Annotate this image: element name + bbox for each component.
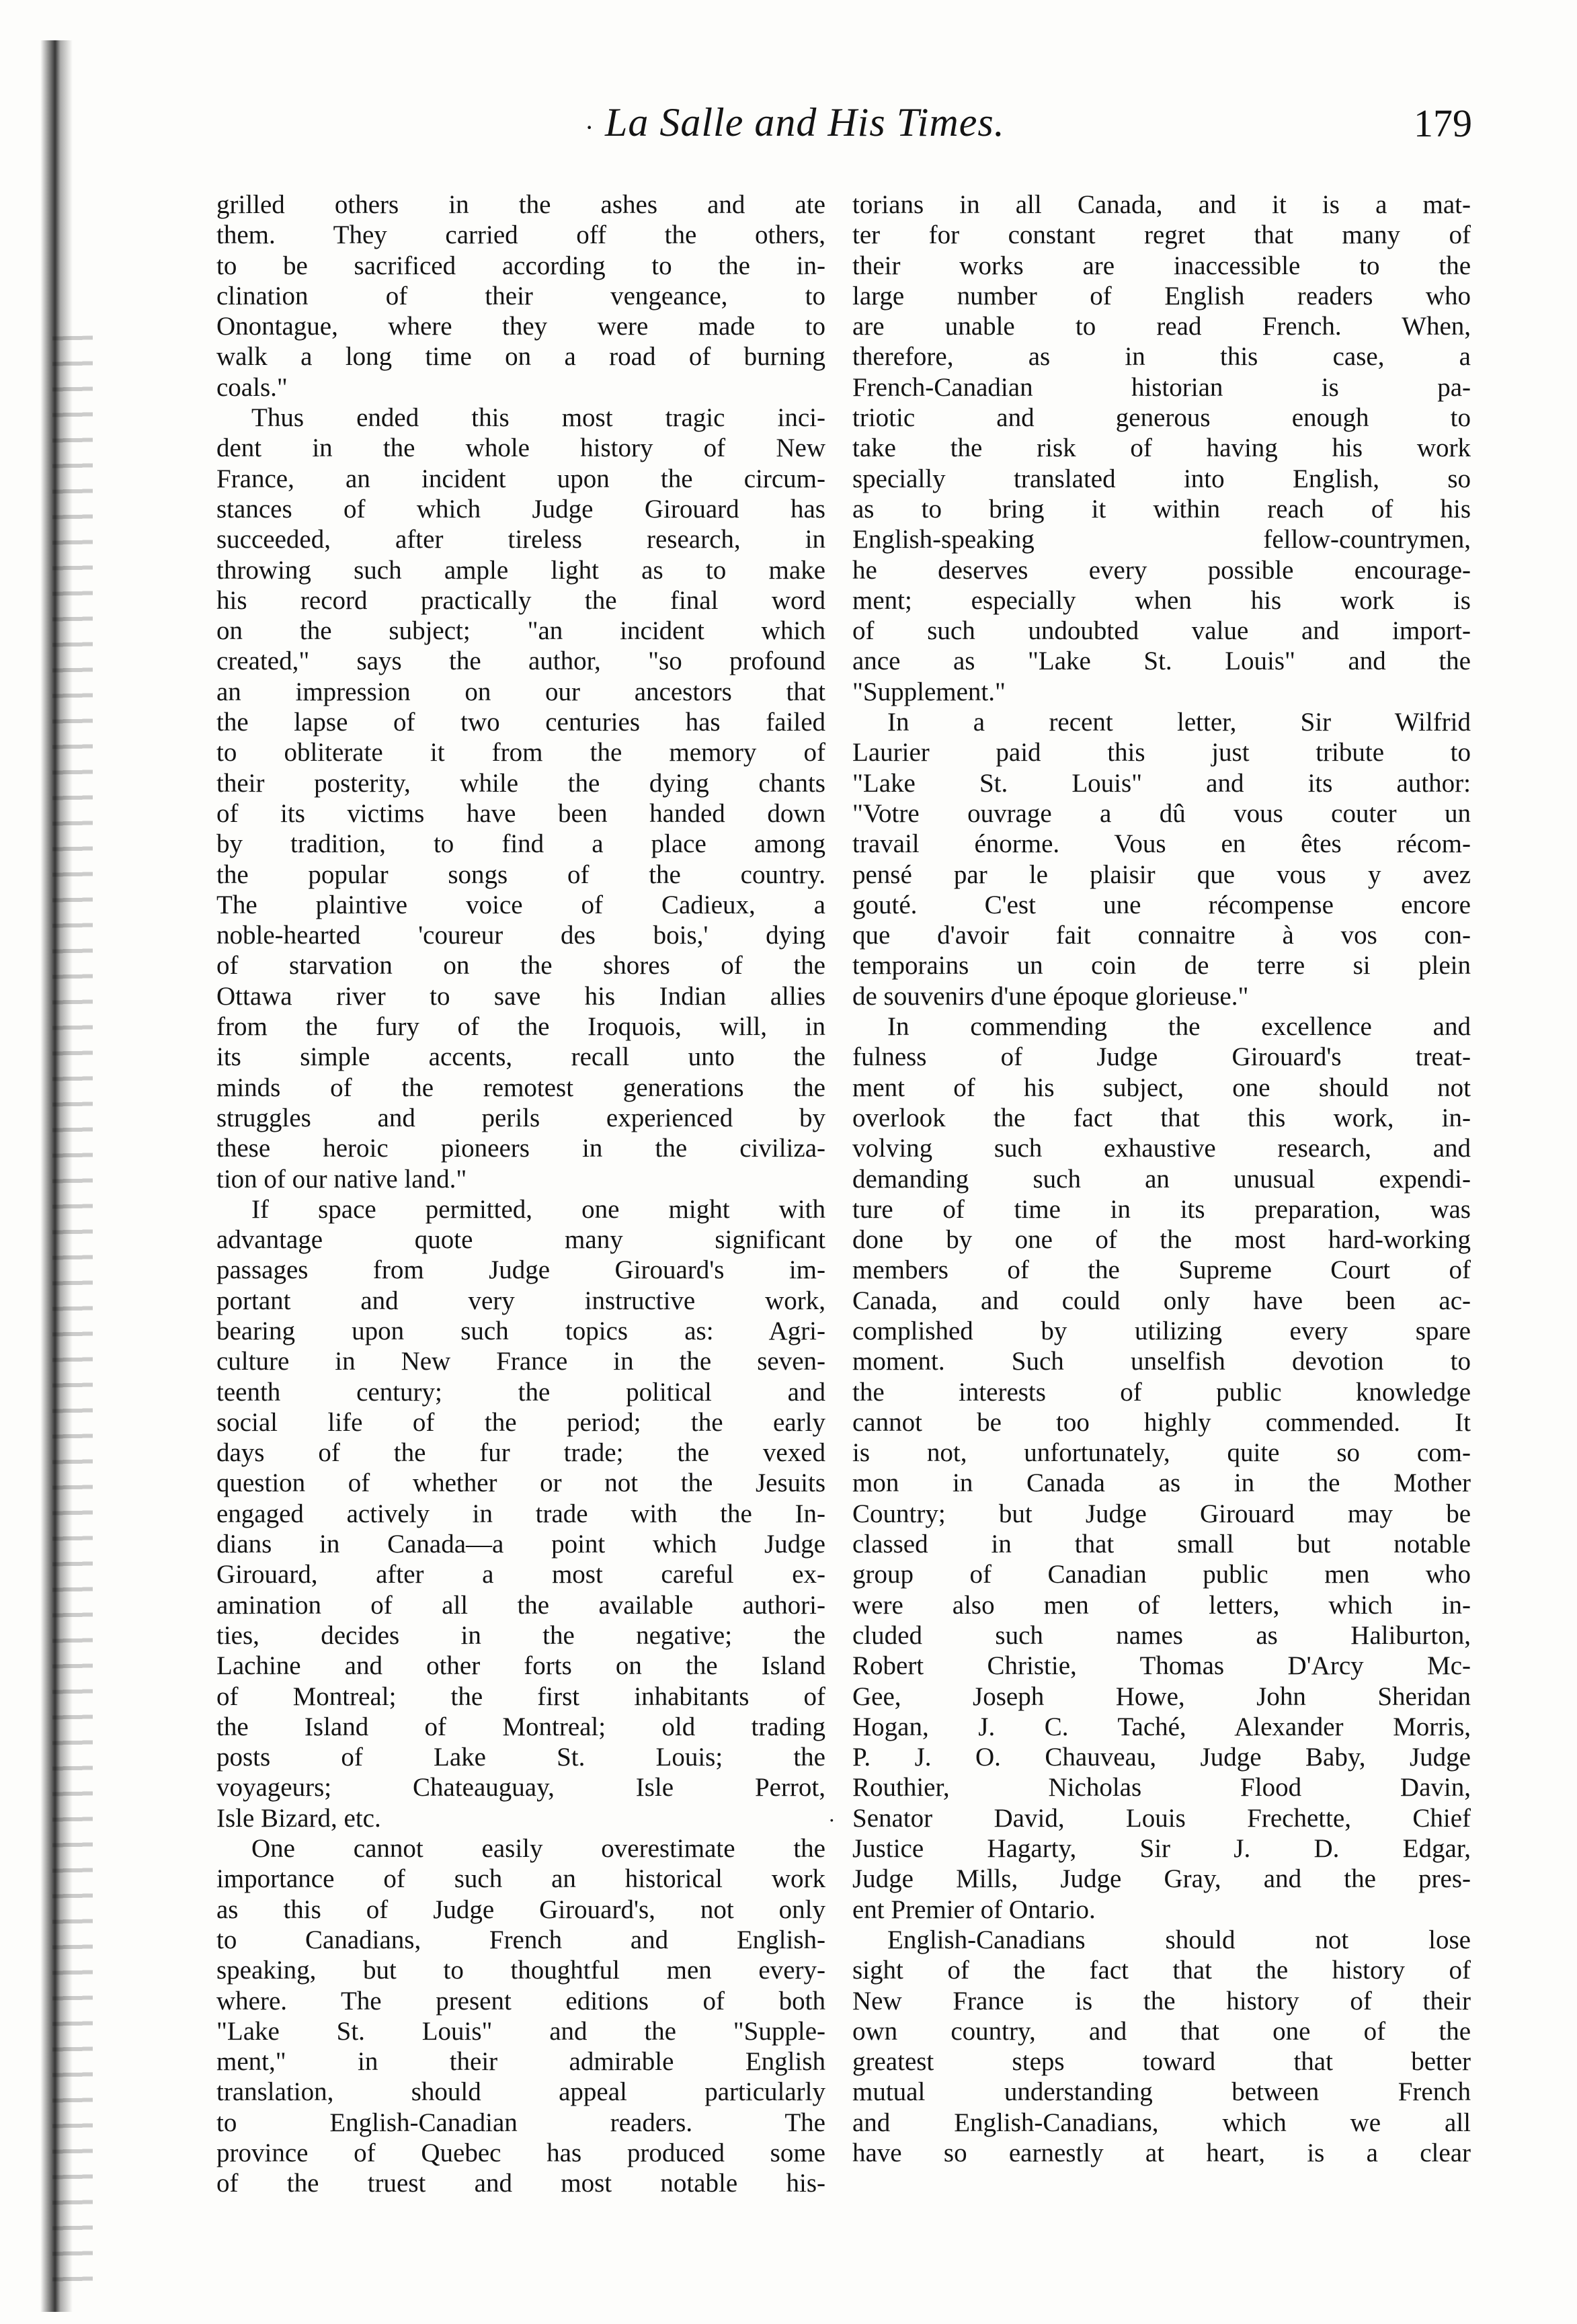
text-line: "Lake St. Louis" and the "Supple- — [216, 2016, 825, 2046]
text-line: cannot be too highly commended. It — [852, 1407, 1471, 1437]
text-line: ent Premier of Ontario. — [852, 1895, 1096, 1924]
text-line: Lachine and other forts on the Island — [216, 1651, 825, 1681]
text-line: pensé par le plaisir que vous y avez — [852, 860, 1471, 889]
header-leading-mark: · — [585, 112, 594, 142]
text-line: portant and very instructive work, — [216, 1286, 825, 1315]
text-line: engaged actively in trade with the In- — [216, 1499, 825, 1528]
text-line: English-Canadians should not lose — [887, 1925, 1471, 1954]
text-line: ment of his subject, one should not — [852, 1073, 1471, 1102]
text-line: translation, should appeal particularly — [216, 2077, 825, 2107]
text-line: are unable to read French. When, — [852, 312, 1471, 341]
text-line: complished by utilizing every spare — [852, 1316, 1471, 1345]
text-line: Hogan, J. C. Taché, Alexander Morris, — [852, 1712, 1471, 1741]
text-line: as this of Judge Girouard's, not only — [216, 1895, 825, 1924]
text-line: grilled others in the ashes and ate — [216, 190, 825, 219]
text-line: ment," in their admirable English — [216, 2047, 825, 2077]
text-line: specially translated into English, so — [852, 464, 1471, 493]
text-line: done by one of the most hard-working — [852, 1225, 1471, 1255]
text-line: culture in New France in the seven- — [216, 1347, 825, 1376]
text-line: clination of their vengeance, to — [216, 281, 825, 310]
text-line: passages from Judge Girouard's im- — [216, 1255, 825, 1285]
text-line: members of the Supreme Court of — [852, 1255, 1471, 1285]
text-line: voyageurs; Chateauguay, Isle Perrot, — [216, 1773, 825, 1802]
text-line: demanding such an unusual expendi- — [852, 1164, 1471, 1194]
text-line: Girouard, after a most careful ex- — [216, 1560, 825, 1589]
text-line: moment. Such unselfish devotion to — [852, 1347, 1471, 1376]
text-line: its simple accents, recall unto the — [216, 1042, 825, 1072]
text-line: of such undoubted value and import- — [852, 616, 1471, 646]
text-line: Country; but Judge Girouard may be — [852, 1499, 1471, 1528]
text-line: torians in all Canada, and it is a mat- — [852, 190, 1471, 219]
text-line: created," says the author, "so profound — [216, 647, 825, 676]
text-line: Canada, and could only have been ac- — [852, 1286, 1471, 1315]
text-line: he deserves every possible encourage- — [852, 555, 1471, 585]
text-line: Gee, Joseph Howe, John Sheridan — [852, 1682, 1471, 1711]
text-line: "Lake St. Louis" and its author: — [852, 768, 1471, 798]
text-line: of the truest and most notable his- — [216, 2169, 825, 2198]
text-line: take the risk of having his work — [852, 433, 1471, 463]
text-line: ment; especially when his work is — [852, 585, 1471, 615]
text-line: In a recent letter, Sir Wilfrid — [887, 708, 1471, 737]
text-line: Robert Christie, Thomas D'Arcy Mc- — [852, 1651, 1471, 1681]
text-line: their works are inaccessible to the — [852, 251, 1471, 280]
text-line: on the subject; "an incident which — [216, 616, 825, 646]
text-line: the popular songs of the country. — [216, 860, 825, 889]
text-line: to obliterate it from the memory of — [216, 738, 825, 767]
text-line: were also men of letters, which in- — [852, 1590, 1471, 1620]
text-line: from the fury of the Iroquois, will, in — [216, 1012, 825, 1042]
text-line: fulness of Judge Girouard's treat- — [852, 1042, 1471, 1072]
text-line: cluded such names as Haliburton, — [852, 1620, 1471, 1650]
text-line: Senator David, Louis Frechette, Chief — [852, 1803, 1471, 1833]
text-line: greatest steps toward that better — [852, 2047, 1471, 2077]
text-line: struggles and perils experienced by — [216, 1103, 825, 1132]
text-line: sight of the fact that the history of — [852, 1956, 1471, 1985]
text-line: the lapse of two centuries has failed — [216, 708, 825, 737]
text-line: where. The present editions of both — [216, 1986, 825, 2016]
text-line: days of the fur trade; the vexed — [216, 1438, 825, 1468]
text-line: coals." — [216, 372, 288, 402]
text-line: group of Canadian public men who — [852, 1560, 1471, 1589]
text-line: teenth century; the political and — [216, 1377, 825, 1407]
text-line: mutual understanding between French — [852, 2077, 1471, 2107]
text-line: volving such exhaustive research, and — [852, 1134, 1471, 1163]
text-line: advantage quote many significant — [216, 1225, 825, 1255]
left-text-column — [216, 190, 825, 2199]
text-line: importance of such an historical work — [216, 1864, 825, 1894]
text-line: as to bring it within reach of his — [852, 494, 1471, 524]
text-line: ter for constant regret that many of — [852, 220, 1471, 250]
page-number: 179 — [1414, 101, 1472, 145]
text-line: France, an incident upon the circum- — [216, 464, 825, 493]
text-line: to Canadians, French and English- — [216, 1925, 825, 1954]
margin-mark: · — [828, 1808, 836, 1832]
text-line: gouté. C'est une récompense encore — [852, 890, 1471, 919]
text-line: English-speaking fellow-countrymen, — [852, 525, 1471, 554]
text-line: social life of the period; the early — [216, 1407, 825, 1437]
text-line: amination of all the available authori- — [216, 1590, 825, 1620]
text-line: dent in the whole history of New — [216, 433, 825, 463]
text-line: Judge Mills, Judge Gray, and the pres- — [852, 1864, 1471, 1894]
binding-gutter-speckle — [52, 335, 93, 2285]
text-line: the Island of Montreal; old trading — [216, 1712, 825, 1741]
text-line: One cannot easily overestimate the — [251, 1834, 825, 1864]
text-line: posts of Lake St. Louis; the — [216, 1743, 825, 1772]
text-line: Isle Bizard, etc. — [216, 1803, 381, 1833]
text-line: his record practically the final word — [216, 585, 825, 615]
text-line: the interests of public knowledge — [852, 1377, 1471, 1407]
text-line: these heroic pioneers in the civiliza- — [216, 1134, 825, 1163]
text-line: minds of the remotest generations the — [216, 1073, 825, 1102]
text-line: ture of time in its preparation, was — [852, 1194, 1471, 1224]
text-line: Routhier, Nicholas Flood Davin, — [852, 1773, 1471, 1802]
text-line: Thus ended this most tragic inci- — [251, 403, 825, 433]
text-line: The plaintive voice of Cadieux, a — [216, 890, 825, 919]
text-line: que d'avoir fait connaitre à vos con- — [852, 921, 1471, 950]
text-line: therefore, as in this case, a — [852, 342, 1471, 372]
text-line: walk a long time on a road of burning — [216, 342, 825, 372]
text-line: dians in Canada—a point which Judge — [216, 1530, 825, 1559]
text-line: of Montreal; the first inhabitants of — [216, 1682, 825, 1711]
text-line: In commending the excellence and — [887, 1012, 1471, 1042]
text-line: of its victims have been handed down — [216, 798, 825, 828]
text-line: own country, and that one of the — [852, 2016, 1471, 2046]
text-line: have so earnestly at heart, is a clear — [852, 2139, 1471, 2167]
text-line: their posterity, while the dying chants — [216, 768, 825, 798]
text-line: throwing such ample light as to make — [216, 555, 825, 585]
text-line: to be sacrificed according to the in- — [216, 251, 825, 280]
text-line: travail énorme. Vous en êtes récom- — [852, 829, 1471, 859]
text-line: triotic and generous enough to — [852, 403, 1471, 433]
text-line: speaking, but to thoughtful men every- — [216, 1956, 825, 1985]
text-line: P. J. O. Chauveau, Judge Baby, Judge — [852, 1743, 1471, 1772]
text-line: Ottawa river to save his Indian allies — [216, 981, 825, 1011]
text-line: de souvenirs d'une époque glorieuse." — [852, 981, 1249, 1011]
text-line: New France is the history of their — [852, 1986, 1471, 2016]
text-line: large number of English readers who — [852, 281, 1471, 310]
text-line: an impression on our ancestors that — [216, 677, 825, 706]
text-line: "Votre ouvrage a dû vous couter un — [852, 798, 1471, 828]
running-header — [585, 99, 1472, 153]
right-text-column — [852, 190, 1471, 2168]
text-line: French-Canadian historian is pa- — [852, 372, 1471, 402]
text-line: is not, unfortunately, quite so com- — [852, 1438, 1471, 1468]
text-line: succeeded, after tireless research, in — [216, 525, 825, 554]
text-line: ance as "Lake St. Louis" and the — [852, 647, 1471, 676]
text-line: Laurier paid this just tribute to — [852, 738, 1471, 767]
text-line: ties, decides in the negative; the — [216, 1620, 825, 1650]
text-line: Onontague, where they were made to — [216, 312, 825, 341]
text-line: of starvation on the shores of the — [216, 951, 825, 981]
text-line: overlook the fact that this work, in- — [852, 1103, 1471, 1132]
text-line: tion of our native land." — [216, 1164, 467, 1194]
text-line: them. They carried off the others, — [216, 220, 825, 250]
text-line: stances of which Judge Girouard has — [216, 494, 825, 524]
text-line: temporains un coin de terre si plein — [852, 951, 1471, 981]
text-line: classed in that small but notable — [852, 1530, 1471, 1559]
text-line: "Supplement." — [852, 677, 1006, 706]
text-line: to English-Canadian readers. The — [216, 2108, 825, 2137]
text-line: Justice Hagarty, Sir J. D. Edgar, — [852, 1834, 1471, 1864]
text-line: and English-Canadians, which we all — [852, 2108, 1471, 2137]
text-line: If space permitted, one might with — [251, 1194, 825, 1224]
text-line: bearing upon such topics as: Agri- — [216, 1316, 825, 1345]
text-line: question of whether or not the Jesuits — [216, 1468, 825, 1498]
text-line: noble-hearted 'coureur des bois,' dying — [216, 921, 825, 950]
running-title: La Salle and His Times. — [605, 100, 1005, 144]
text-line: mon in Canada as in the Mother — [852, 1468, 1471, 1498]
text-line: province of Quebec has produced some — [216, 2139, 825, 2167]
text-line: by tradition, to find a place among — [216, 829, 825, 859]
